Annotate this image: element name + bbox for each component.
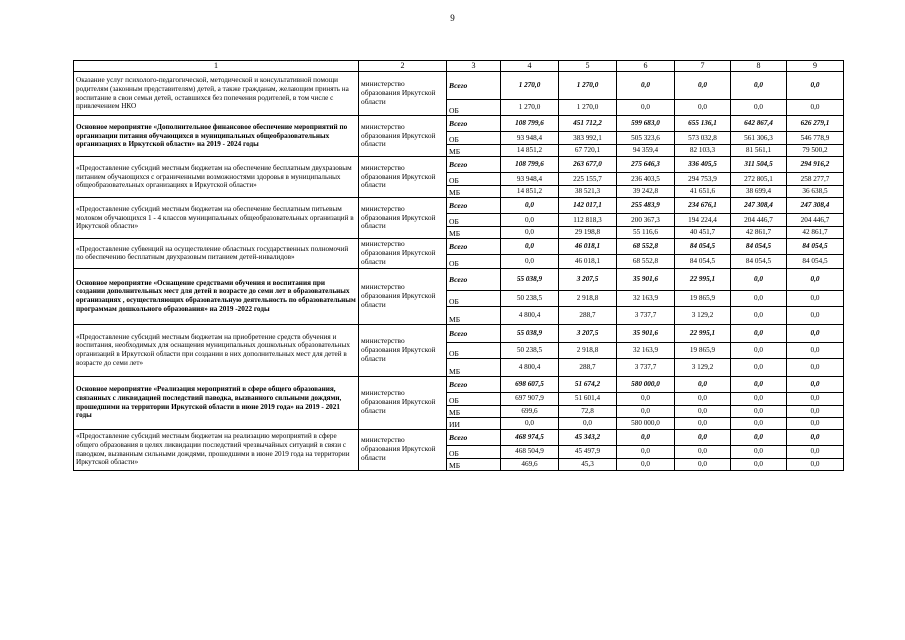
funding-source: МБ: [447, 358, 501, 376]
amount-cell: 40 451,7: [675, 227, 731, 239]
responsible-org: министерство образования Иркутской области: [359, 429, 447, 470]
amount-cell: 0,0: [675, 429, 731, 445]
amount-cell: 72,8: [559, 405, 617, 417]
activity-name: «Предоставление субсидий местным бюджетам на обеспечение бесплатным питьевым молоком обучающихся 1 - 4 классов муниципальных общеобразовательных организаций в Иркутской области»: [74, 198, 359, 239]
responsible-org: министерство образования Иркутской области: [359, 198, 447, 239]
responsible-org: министерство образования Иркутской области: [359, 239, 447, 269]
column-header: 2: [359, 61, 447, 72]
amount-cell: 580 000,0: [617, 376, 675, 392]
amount-cell: 36 638,5: [787, 186, 844, 198]
amount-cell: 2 918,8: [559, 290, 617, 306]
amount-cell: 0,0: [731, 392, 787, 405]
column-header: 3: [447, 61, 501, 72]
amount-cell: 0,0: [617, 429, 675, 445]
funding-source: ОБ: [447, 132, 501, 145]
funding-source: МБ: [447, 458, 501, 470]
funding-source: ОБ: [447, 100, 501, 116]
amount-cell: 0,0: [731, 405, 787, 417]
amount-cell: 84 054,5: [787, 239, 844, 255]
funding-source: ОБ: [447, 342, 501, 358]
amount-cell: 0,0: [501, 417, 559, 429]
amount-cell: 55 116,6: [617, 227, 675, 239]
table-row: [74, 268, 844, 290]
amount-cell: 0,0: [787, 72, 844, 100]
funding-source: Всего: [447, 239, 501, 255]
budget-table: [73, 60, 844, 471]
responsible-org: министерство образования Иркутской области: [359, 376, 447, 429]
amount-cell: 39 242,8: [617, 186, 675, 198]
amount-cell: 225 155,7: [559, 173, 617, 186]
table-row: [74, 116, 844, 132]
amount-cell: 0,0: [501, 198, 559, 214]
amount-cell: 46 018,1: [559, 255, 617, 268]
amount-cell: 0,0: [731, 100, 787, 116]
activity-name: Оказание услуг психолого-педагогической, методической и консультативной помощи родителям (законным представителям) детей, а также гражданам, желающим принять на воспитание в свои семьи детей, оставшихся без попечения родителей, в том числе с привлечением НКО: [74, 72, 359, 116]
amount-cell: 45 497,9: [559, 445, 617, 458]
amount-cell: 505 323,6: [617, 132, 675, 145]
activity-name: Основное мероприятие «Оснащение средствами обучения и воспитания при создании дополнительных мест для детей в возрасте до семи лет в образовательных организациях , осуществляющих образовательную деятельность по образовательным программам дошкольного образования» на 2019 -2022 годы: [74, 268, 359, 324]
amount-cell: 84 054,5: [675, 255, 731, 268]
amount-cell: 263 677,0: [559, 157, 617, 173]
funding-source: МБ: [447, 145, 501, 157]
amount-cell: 0,0: [787, 429, 844, 445]
amount-cell: 14 851,2: [501, 145, 559, 157]
amount-cell: 288,7: [559, 306, 617, 324]
funding-source: МБ: [447, 306, 501, 324]
amount-cell: 1 270,0: [501, 100, 559, 116]
amount-cell: 194 224,4: [675, 214, 731, 227]
amount-cell: 0,0: [501, 255, 559, 268]
funding-source: Всего: [447, 198, 501, 214]
amount-cell: 3 737,7: [617, 358, 675, 376]
amount-cell: 0,0: [675, 392, 731, 405]
amount-cell: 84 054,5: [787, 255, 844, 268]
column-header: 7: [675, 61, 731, 72]
column-header: 8: [731, 61, 787, 72]
responsible-org: министерство образования Иркутской области: [359, 157, 447, 198]
amount-cell: 42 861,7: [731, 227, 787, 239]
activity-name: «Предоставление субсидий местным бюджетам на приобретение средств обучения и воспитания, необходимых для оснащения муниципальных дошкольных образовательных организаций в Иркутской области при создании в них дополнительных мест для детей в возрасте до семи лет»: [74, 324, 359, 376]
amount-cell: 698 607,5: [501, 376, 559, 392]
amount-cell: 0,0: [731, 268, 787, 290]
amount-cell: 3 207,5: [559, 268, 617, 290]
amount-cell: 0,0: [787, 417, 844, 429]
amount-cell: 93 948,4: [501, 173, 559, 186]
amount-cell: 22 995,1: [675, 268, 731, 290]
amount-cell: 697 907,9: [501, 392, 559, 405]
amount-cell: 272 805,1: [731, 173, 787, 186]
funding-source: Всего: [447, 72, 501, 100]
funding-source: Всего: [447, 376, 501, 392]
column-header: 1: [74, 61, 359, 72]
amount-cell: 0,0: [787, 445, 844, 458]
amount-cell: 32 163,9: [617, 290, 675, 306]
amount-cell: 35 901,6: [617, 324, 675, 342]
amount-cell: 468 974,5: [501, 429, 559, 445]
amount-cell: 50 238,5: [501, 290, 559, 306]
funding-source: МБ: [447, 227, 501, 239]
table-row: [74, 72, 844, 100]
amount-cell: 3 207,5: [559, 324, 617, 342]
activity-name: «Предоставление субсидий местным бюджетам на обеспечение бесплатным двухразовым питанием обучающихся с ограниченными возможностями здоровья в муниципальных общеобразовательных организациях в Иркутской области»: [74, 157, 359, 198]
amount-cell: 469,6: [501, 458, 559, 470]
amount-cell: 3 129,2: [675, 306, 731, 324]
amount-cell: 19 865,9: [675, 290, 731, 306]
amount-cell: 42 861,7: [787, 227, 844, 239]
funding-source: Всего: [447, 157, 501, 173]
amount-cell: 204 446,7: [731, 214, 787, 227]
amount-cell: 84 054,5: [731, 239, 787, 255]
amount-cell: 142 017,1: [559, 198, 617, 214]
amount-cell: 0,0: [731, 72, 787, 100]
amount-cell: 0,0: [787, 358, 844, 376]
amount-cell: 68 552,8: [617, 255, 675, 268]
amount-cell: 0,0: [617, 72, 675, 100]
amount-cell: 655 136,1: [675, 116, 731, 132]
amount-cell: 0,0: [501, 214, 559, 227]
amount-cell: 51 674,2: [559, 376, 617, 392]
amount-cell: 1 270,0: [559, 72, 617, 100]
amount-cell: 46 018,1: [559, 239, 617, 255]
amount-cell: 32 163,9: [617, 342, 675, 358]
column-header: 9: [787, 61, 844, 72]
amount-cell: 0,0: [787, 306, 844, 324]
amount-cell: 0,0: [617, 405, 675, 417]
amount-cell: 0,0: [731, 417, 787, 429]
amount-cell: 0,0: [787, 405, 844, 417]
amount-cell: 4 800,4: [501, 358, 559, 376]
header-row: [74, 61, 844, 72]
table-body: [74, 72, 844, 471]
amount-cell: 35 901,6: [617, 268, 675, 290]
activity-name: Основное мероприятие «Дополнительное финансовое обеспечение мероприятий по организации питания обучающихся в муниципальных общеобразовательных организациях в Иркутской области» на 2019 - 2024 годы: [74, 116, 359, 157]
amount-cell: 38 521,3: [559, 186, 617, 198]
amount-cell: 0,0: [731, 458, 787, 470]
amount-cell: 0,0: [787, 342, 844, 358]
table-row: [74, 324, 844, 342]
amount-cell: 468 504,9: [501, 445, 559, 458]
funding-source: МБ: [447, 186, 501, 198]
amount-cell: 0,0: [731, 429, 787, 445]
amount-cell: 0,0: [731, 306, 787, 324]
amount-cell: 0,0: [731, 376, 787, 392]
amount-cell: 45,3: [559, 458, 617, 470]
responsible-org: министерство образования Иркутской области: [359, 268, 447, 324]
table-row: [74, 198, 844, 214]
amount-cell: 0,0: [731, 445, 787, 458]
funding-source: ОБ: [447, 445, 501, 458]
amount-cell: 4 800,4: [501, 306, 559, 324]
amount-cell: 0,0: [617, 458, 675, 470]
amount-cell: 599 683,0: [617, 116, 675, 132]
amount-cell: 336 405,5: [675, 157, 731, 173]
funding-source: Всего: [447, 116, 501, 132]
amount-cell: 0,0: [675, 72, 731, 100]
amount-cell: 236 403,5: [617, 173, 675, 186]
amount-cell: 234 676,1: [675, 198, 731, 214]
amount-cell: 200 367,3: [617, 214, 675, 227]
amount-cell: 38 699,4: [731, 186, 787, 198]
amount-cell: 0,0: [731, 324, 787, 342]
amount-cell: 0,0: [787, 376, 844, 392]
funding-source: ОБ: [447, 392, 501, 405]
table-row: [74, 239, 844, 255]
amount-cell: 0,0: [501, 239, 559, 255]
funding-source: ОБ: [447, 173, 501, 186]
amount-cell: 29 198,8: [559, 227, 617, 239]
activity-name: Основное мероприятие «Реализация мероприятий в сфере общего образования, связанных с ликвидацией последствий паводка, вызванного сильными дождями, прошедшими на территории Иркутской области в июне 2019 года» на 2019 - 2021 годы: [74, 376, 359, 429]
amount-cell: 383 992,1: [559, 132, 617, 145]
amount-cell: 22 995,1: [675, 324, 731, 342]
amount-cell: 3 129,2: [675, 358, 731, 376]
amount-cell: 0,0: [787, 100, 844, 116]
amount-cell: 258 277,7: [787, 173, 844, 186]
amount-cell: 0,0: [501, 227, 559, 239]
amount-cell: 84 054,5: [675, 239, 731, 255]
amount-cell: 294 753,9: [675, 173, 731, 186]
funding-source: МБ: [447, 405, 501, 417]
amount-cell: 451 712,2: [559, 116, 617, 132]
amount-cell: 573 032,8: [675, 132, 731, 145]
amount-cell: 0,0: [617, 445, 675, 458]
amount-cell: 699,6: [501, 405, 559, 417]
amount-cell: 108 799,6: [501, 116, 559, 132]
amount-cell: 51 601,4: [559, 392, 617, 405]
amount-cell: 0,0: [675, 458, 731, 470]
funding-source: ОБ: [447, 290, 501, 306]
amount-cell: 0,0: [787, 268, 844, 290]
amount-cell: 45 343,2: [559, 429, 617, 445]
amount-cell: 1 270,0: [501, 72, 559, 100]
amount-cell: 311 504,5: [731, 157, 787, 173]
amount-cell: 0,0: [675, 376, 731, 392]
table-row: [74, 157, 844, 173]
funding-source: Всего: [447, 268, 501, 290]
amount-cell: 642 867,4: [731, 116, 787, 132]
activity-name: «Предоставление субсидий местным бюджетам на реализацию мероприятий в сфере общего образования в целях ликвидации последствий чрезвычайных ситуаций в связи с паводком, вызванным сильными дождями, прошедшими в июне 2019 года на территории Иркутской области»: [74, 429, 359, 470]
amount-cell: 0,0: [787, 392, 844, 405]
amount-cell: 14 851,2: [501, 186, 559, 198]
amount-cell: 0,0: [675, 405, 731, 417]
amount-cell: 50 238,5: [501, 342, 559, 358]
amount-cell: 580 000,0: [617, 417, 675, 429]
amount-cell: 112 818,3: [559, 214, 617, 227]
funding-source: Всего: [447, 324, 501, 342]
amount-cell: 626 279,1: [787, 116, 844, 132]
amount-cell: 275 646,3: [617, 157, 675, 173]
column-header: 4: [501, 61, 559, 72]
amount-cell: 1 270,0: [559, 100, 617, 116]
amount-cell: 94 359,4: [617, 145, 675, 157]
amount-cell: 81 561,1: [731, 145, 787, 157]
amount-cell: 0,0: [787, 458, 844, 470]
funding-source: ОБ: [447, 255, 501, 268]
amount-cell: 0,0: [787, 324, 844, 342]
amount-cell: 247 308,4: [731, 198, 787, 214]
amount-cell: 0,0: [731, 290, 787, 306]
responsible-org: министерство образования Иркутской области: [359, 324, 447, 376]
table-row: [74, 376, 844, 392]
column-header: 5: [559, 61, 617, 72]
amount-cell: 546 778,9: [787, 132, 844, 145]
amount-cell: 288,7: [559, 358, 617, 376]
amount-cell: 0,0: [787, 290, 844, 306]
responsible-org: министерство образования Иркутской области: [359, 116, 447, 157]
amount-cell: 0,0: [731, 358, 787, 376]
amount-cell: 0,0: [675, 445, 731, 458]
responsible-org: министерство образования Иркутской области: [359, 72, 447, 116]
table-row: [74, 429, 844, 445]
amount-cell: 93 948,4: [501, 132, 559, 145]
amount-cell: 0,0: [617, 100, 675, 116]
amount-cell: 67 720,1: [559, 145, 617, 157]
amount-cell: 55 038,9: [501, 268, 559, 290]
amount-cell: 294 916,2: [787, 157, 844, 173]
amount-cell: 0,0: [559, 417, 617, 429]
amount-cell: 41 651,6: [675, 186, 731, 198]
amount-cell: 84 054,5: [731, 255, 787, 268]
funding-source: Всего: [447, 429, 501, 445]
amount-cell: 79 500,2: [787, 145, 844, 157]
amount-cell: 204 446,7: [787, 214, 844, 227]
page-number: 9: [450, 13, 455, 23]
amount-cell: 0,0: [617, 392, 675, 405]
amount-cell: 3 737,7: [617, 306, 675, 324]
activity-name: «Предоставление субвенций на осуществление областных государственных полномочий по обеспечению бесплатным двухразовым питанием детей-инвалидов»: [74, 239, 359, 269]
funding-source: ОБ: [447, 214, 501, 227]
amount-cell: 2 918,8: [559, 342, 617, 358]
amount-cell: 561 306,3: [731, 132, 787, 145]
amount-cell: 0,0: [675, 417, 731, 429]
amount-cell: 55 038,9: [501, 324, 559, 342]
funding-source: ИИ: [447, 417, 501, 429]
amount-cell: 247 308,4: [787, 198, 844, 214]
amount-cell: 19 865,9: [675, 342, 731, 358]
amount-cell: 0,0: [675, 100, 731, 116]
amount-cell: 68 552,8: [617, 239, 675, 255]
amount-cell: 82 103,3: [675, 145, 731, 157]
amount-cell: 255 483,9: [617, 198, 675, 214]
column-header: 6: [617, 61, 675, 72]
amount-cell: 0,0: [731, 342, 787, 358]
amount-cell: 108 799,6: [501, 157, 559, 173]
